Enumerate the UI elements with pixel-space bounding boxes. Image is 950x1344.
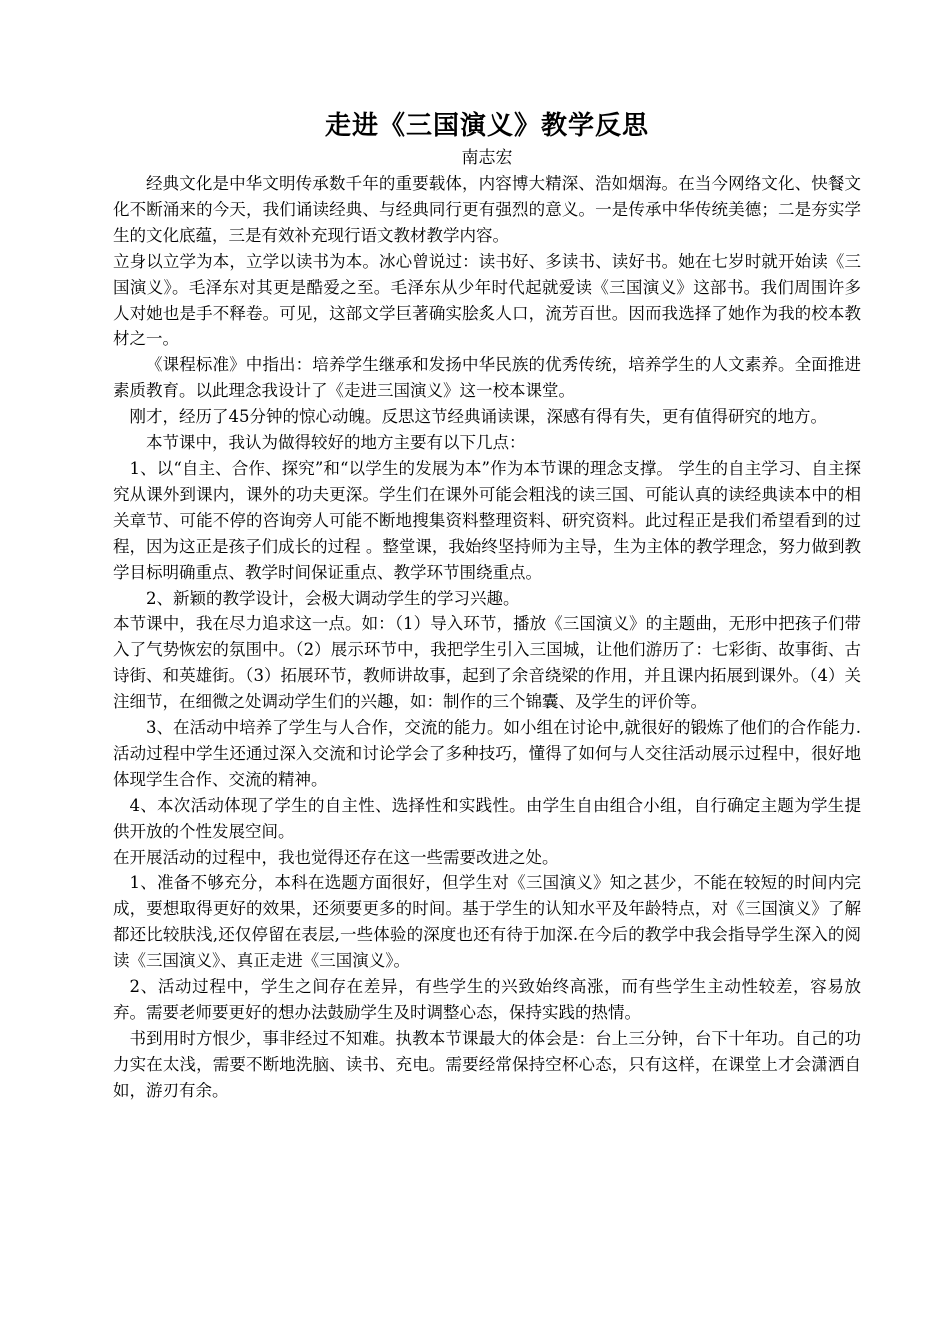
document-title: 走进《三国演义》教学反思: [324, 111, 649, 141]
paragraph: 本节课中，我在尽力追求这一点。如：（1）导入环节，播放《三国演义》的主题曲，无形中把孩子们带入了气势恢宏的氛围中。（2）展示环节中，我把学生引入三国城，让他们游历了：七彩街、故事街、古诗街、和英雄街。（3）拓展环节，教师讲故事，起到了余音绕梁的作用，并且课内拓展到课外。（4）关注细节，在细微之处调动学生们的兴趣，如：制作的三个锦囊、及学生的评价等。: [113, 614, 861, 712]
paragraph: 2、活动过程中，学生之间存在差异，有些学生的兴致始终高涨，而有些学生主动性较差，容易放弃。需要老师要更好的想办法鼓励学生及时调整心态，保持实践的热情。: [113, 977, 861, 1022]
document-body: [113, 171, 861, 1104]
paragraph: 经典文化是中华文明传承数千年的重要载体，内容博大精深、浩如烟海。在当今网络文化、快餐文化不断涌来的今天，我们诵读经典、与经典同行更有强烈的意义。一是传承中华传统美德；二是夯实学生的文化底蕴，三是有效补充现行语文教材教学内容。: [113, 174, 861, 245]
paragraph: 书到用时方恨少，事非经过不知难。执教本节课最大的体会是：台上三分钟，台下十年功。自己的功力实在太浅，需要不断地洗脑、读书、充电。需要经常保持空杯心态，只有这样，在课堂上才会潇洒自如，游刃有余。: [113, 1028, 861, 1100]
paragraph: 在开展活动的过程中，我也觉得还存在这一些需要改进之处。: [113, 847, 559, 867]
paragraph: 4、本次活动体现了学生的自主性、选择性和实践性。由学生自由组合小组，自行确定主题为学生提供开放的个性发展空间。: [113, 795, 861, 841]
document-page: [113, 108, 861, 1104]
paragraph: 刚才，经历了45分钟的惊心动魄。反思这节经典诵读课，深感有得有失，更有值得研究的地方。: [129, 407, 827, 427]
paragraph: 《课程标准》中指出：培养学生继承和发扬中华民族的优秀传统，培养学生的人文素养。全面推进素质教育。以此理念我设计了《走进三国演义》这一校本课堂。: [113, 355, 861, 401]
paragraph: 3、在活动中培养了学生与人合作，交流的能力。如小组在讨论中,就很好的锻炼了他们的合作能力.活动过程中学生还通过深入交流和讨论学会了多种技巧，懂得了如何与人交往活动展示过程中，很好地体现学生合作、交流的精神。: [113, 718, 861, 789]
paragraph: 2、新颖的教学设计，会极大调动学生的学习兴趣。: [146, 588, 520, 608]
paragraph: 1、准备不够充分，本科在选题方面很好，但学生对《三国演义》知之甚少，不能在较短的时间内完成，要想取得更好的效果，还须要更多的时间。基于学生的认知水平及年龄特点，对《三国演义》了解都还比较肤浅,还仅停留在表层,一些体验的深度也还有待于加深.在今后的教学中我会指导学生深入的阅读《三国演义》、真正走进《三国演义》。: [113, 873, 861, 971]
paragraph: 本节课中，我认为做得较好的地方主要有以下几点：: [146, 433, 526, 453]
document-author: 南志宏: [461, 148, 513, 168]
paragraph: 1、以“自主、合作、探究”和“以学生的发展为本”作为本节课的理念支撑。 学生的自主学习、自主探究从课外到课内，课外的功夫更深。学生们在课外可能会粗浅的读三国、可能认真的读经典读本中的相关章节、可能不停的咨询旁人可能不断地搜集资料整理资料、研究资料。此过程正是我们希望看到的过程，因为这正是孩子们成长的过程 。整堂课，我始终坚持师为主导，生为主体的教学理念，努力做到教学目标明确重点、教学时间保证重点、教学环节围绕重点。: [113, 458, 861, 582]
paragraph: 立身以立学为本，立学以读书为本。冰心曾说过：读书好、多读书、读好书。她在七岁时就开始读《三国演义》。毛泽东对其更是酷爱之至。毛泽东从少年时代起就爱读《三国演义》这部书。我们周围许多人对她也是手不释卷。可见，这部文学巨著确实脍炙人口，流芳百世。因而我选择了她作为我的校本教材之一。: [113, 251, 861, 349]
